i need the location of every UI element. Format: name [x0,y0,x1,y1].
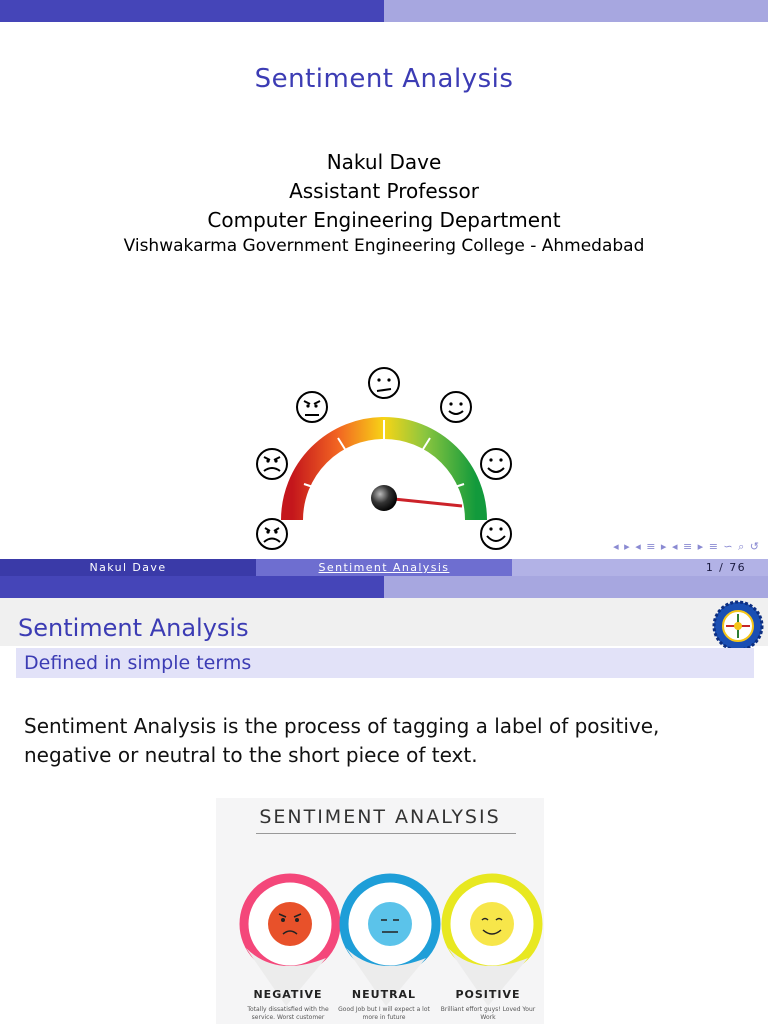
positive-label: POSITIVE [455,988,521,1001]
neutral-description: Good Job but I will expect a lot more in future [338,1006,430,1021]
positive-face-icon [446,878,538,1006]
author-position: Assistant Professor [289,179,479,203]
definition-slide [0,576,768,1024]
frame-title: Sentiment Analysis [18,614,249,642]
negative-description: Totally dissatisfied with the service. Worst customer [247,1006,329,1021]
slide-footer [0,559,768,576]
top-bar [0,0,768,22]
angry-face-icon [257,368,511,549]
author-college: Vishwakarma Government Engineering College - Ahmedabad [123,236,645,256]
neutral-label: NEUTRAL [351,988,417,1001]
college-logo-icon [712,600,764,652]
presentation-title: Sentiment Analysis [254,64,514,94]
footer-author: Nakul Dave [0,559,256,576]
negative-label: NEGATIVE [253,988,323,1001]
sentiment-faces-graphic [216,838,544,1008]
block-title: Defined in simple terms [24,652,252,674]
neutral-face-icon [344,878,436,1006]
author-department: Computer Engineering Department [207,208,561,232]
beamer-navigation-symbols[interactable]: ◂ ▸ ◂ ≡ ▸ ◂ ≡ ▸ ≡ ∽ ⌕ ↺ [613,540,760,553]
positive-description: Brilliant effort guys! Loved Your Work [440,1006,536,1021]
sentiment-infographic [216,798,544,1024]
author-name: Nakul Dave [326,150,442,174]
top-bar [0,576,768,598]
footer-title-link[interactable]: Sentiment Analysis [256,559,512,576]
definition-paragraph: Sentiment Analysis is the process of tagging a label of positive, negative or neutral to the short piece of text. [24,714,660,767]
infographic-divider [256,833,516,834]
footer-page-number: 1 / 76 [512,559,768,576]
sentiment-gauge-illustration [244,360,524,560]
negative-face-icon [244,878,336,1006]
infographic-title: SENTIMENT ANALYSIS [259,806,501,828]
